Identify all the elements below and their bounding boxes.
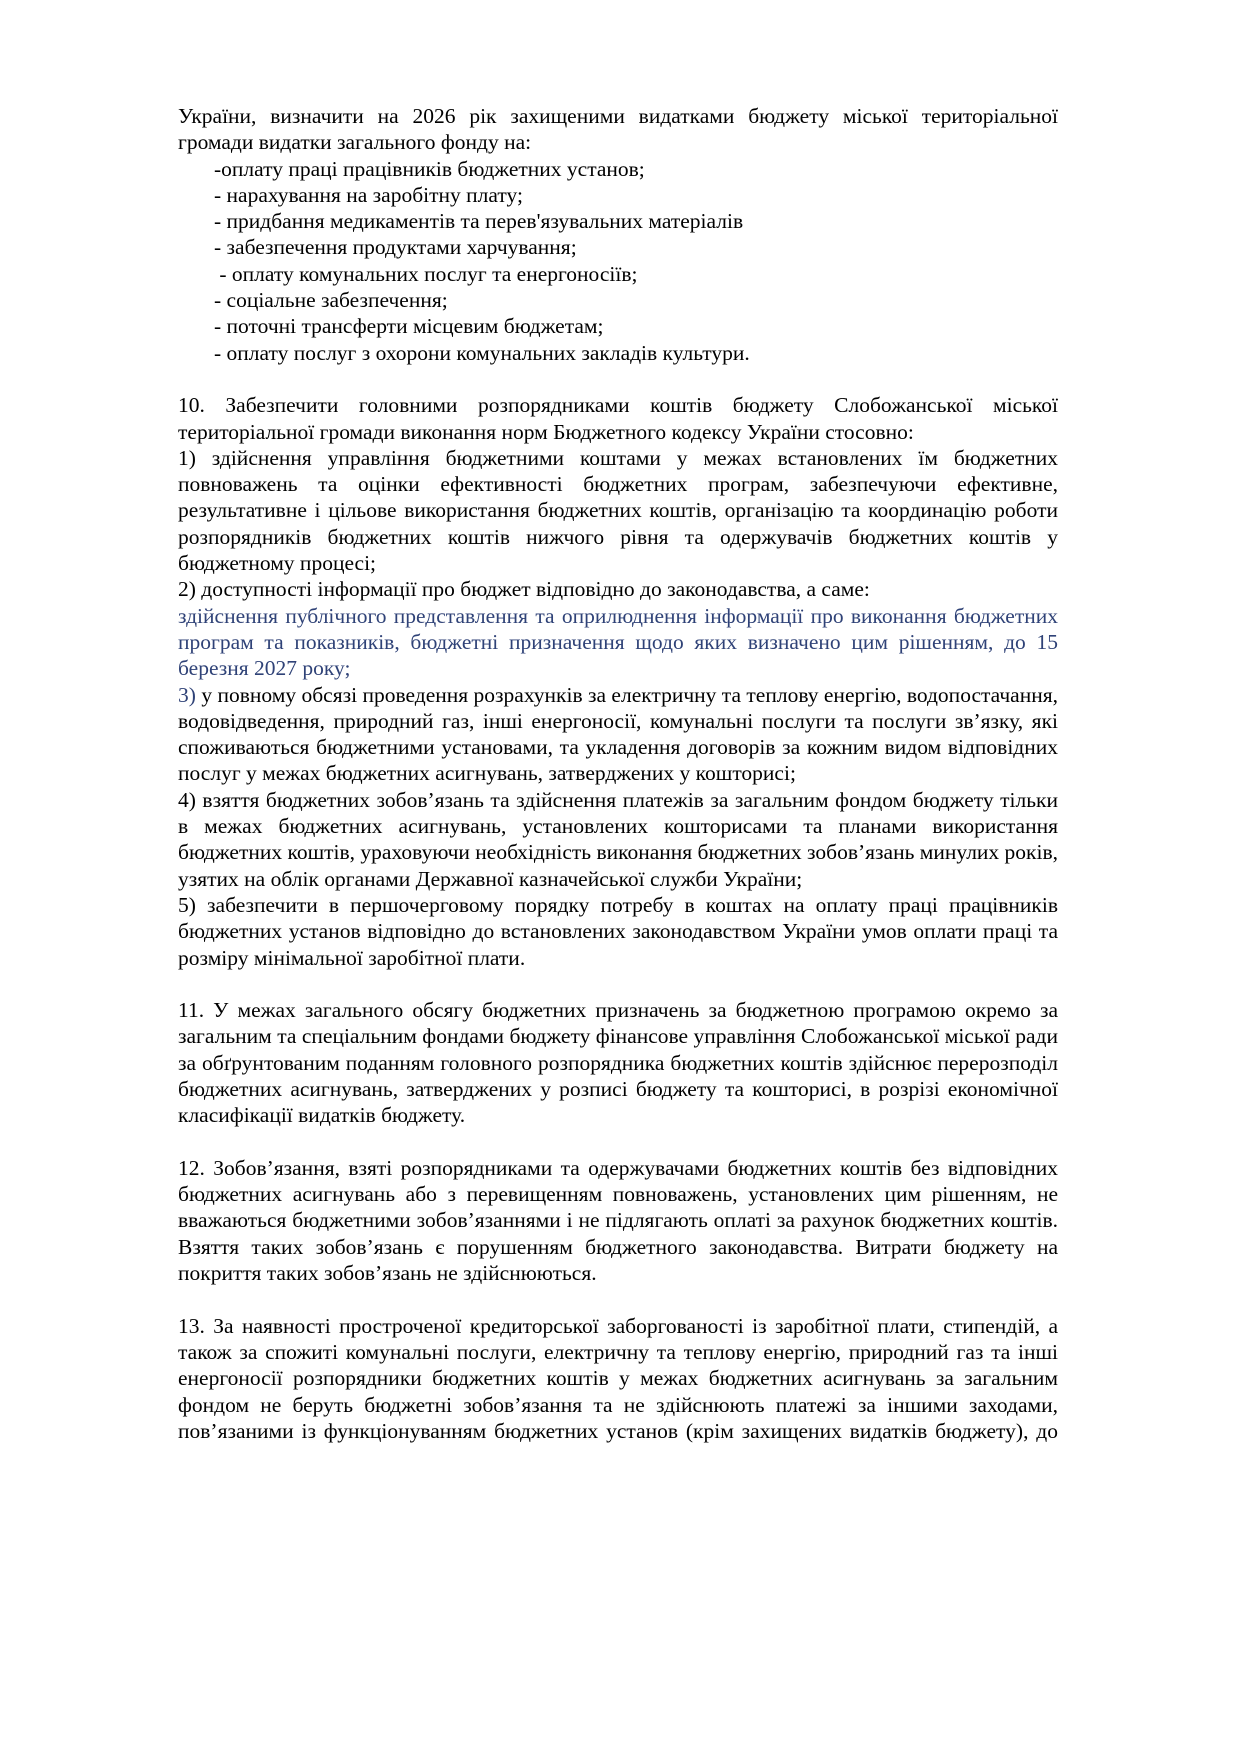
intro-paragraph: України, визначити на 2026 рік захищеними видатками бюджету міської територіальної громади видатки загального фонду на: (178, 104, 1058, 155)
list-item: - нарахування на заробітну плату; (214, 182, 523, 207)
list-item: - оплату комунальних послуг та енергоносіїв; (214, 261, 638, 286)
list-item: - оплату послуг з охорони комунальних закладів культури. (214, 340, 750, 365)
section-10-heading: 10. Забезпечити головними розпорядниками коштів бюджету Слобожанської міської територіальної громади виконання норм Бюджетного кодексу України стосовно: (178, 393, 1058, 444)
section-10-item-3 (178, 682, 1058, 787)
list-item: - забезпечення продуктами харчування; (214, 235, 577, 260)
section-10-item-1: 1) здійснення управління бюджетними коштами у межах встановлених їм бюджетних повноважень та оцінки ефективності бюджетних програм, забезпечуючи ефективне, результативне і цільове використання бюджетних коштів, організацію та координацію роботи розпорядників бюджетних коштів нижчого рівня та одержувачів бюджетних коштів у бюджетному процесі; (178, 445, 1058, 576)
section-10-item-5: 5) забезпечити в першочерговому порядку потребу в коштах на оплату праці працівників бюджетних установ відповідно до встановлених законодавством України умов оплати праці та розміру мінімальної заробітної плати. (178, 892, 1058, 970)
section-10-item-4: 4) взяття бюджетних зобов’язань та здійснення платежів за загальним фондом бюджету тільки в межах бюджетних асигнувань, установлених кошторисами та планами використання бюджетних коштів, ураховуючи необхідність виконання бюджетних зобов’язань минулих років, узятих на облік органами Державної казначейської служби України; (178, 787, 1058, 891)
item-3-text: у повному обсязі проведення розрахунків за електричну та теплову енергію, водопостачання, водовідведення, природний газ, інші енергоносії, комунальні послуги та послуги зв’язку, які споживаються бюджетними установами, та укладення договорів за кожним видом відповідних послуг у межах бюджетних асигнувань, затверджених у кошторисі; (178, 682, 1058, 786)
list-item: - поточні трансферти місцевим бюджетам; (214, 314, 604, 339)
section-10-item-2: 2) доступності інформації про бюджет відповідно до законодавства, а саме: (178, 577, 870, 602)
section-12-paragraph: 12. Зобов’язання, взяті розпорядниками та одержувачами бюджетних коштів без відповідних бюджетних асигнувань або з перевищенням повноважень, установлених цим рішенням, не вважаються бюджетними зобов’язаннями і не підлягають оплаті за рахунок бюджетних коштів. Взяття таких зобов’язань є порушенням бюджетного законодавства. Витрати бюджету на покриття таких зобов’язань не здійснюються. (178, 1155, 1058, 1286)
document-body (178, 103, 1058, 1444)
section-10-item-2-detail: здійснення публічного представлення та оприлюднення інформації про виконання бюджетних програм та показників, бюджетні призначення щодо яких визначено цим рішенням, до 15 березня 2027 року; (178, 603, 1058, 681)
item-3-number: 3) (178, 682, 196, 707)
list-item: - придбання медикаментів та перев'язувальних матеріалів (214, 209, 744, 234)
section-13-paragraph: 13. За наявності простроченої кредиторської заборгованості із заробітної плати, стипендій, а також за спожиті комунальні послуги, електричну та теплову енергію, природний газ та інші енергоносії розпорядники бюджетних коштів у межах бюджетних асигнувань за загальним фондом не беруть бюджетні зобов’язання та не здійснюють платежі за іншими заходами, пов’язаними із функціонуванням бюджетних установ (крім захищених видатків бюджету), до (178, 1313, 1058, 1443)
section-11-paragraph: 11. У межах загального обсягу бюджетних призначень за бюджетною програмою окремо за загальним та спеціальним фондами бюджету фінансове управління Слобожанської міської ради за обґрунтованим поданням головного розпорядника бюджетних коштів здійснює перерозподіл бюджетних асигнувань, затверджених у розписі бюджету та кошторисі, в розрізі економічної класифікації видатків бюджету. (178, 998, 1058, 1128)
list-item: - соціальне забезпечення; (214, 288, 448, 313)
list-item: -оплату праці працівників бюджетних установ; (214, 156, 645, 181)
